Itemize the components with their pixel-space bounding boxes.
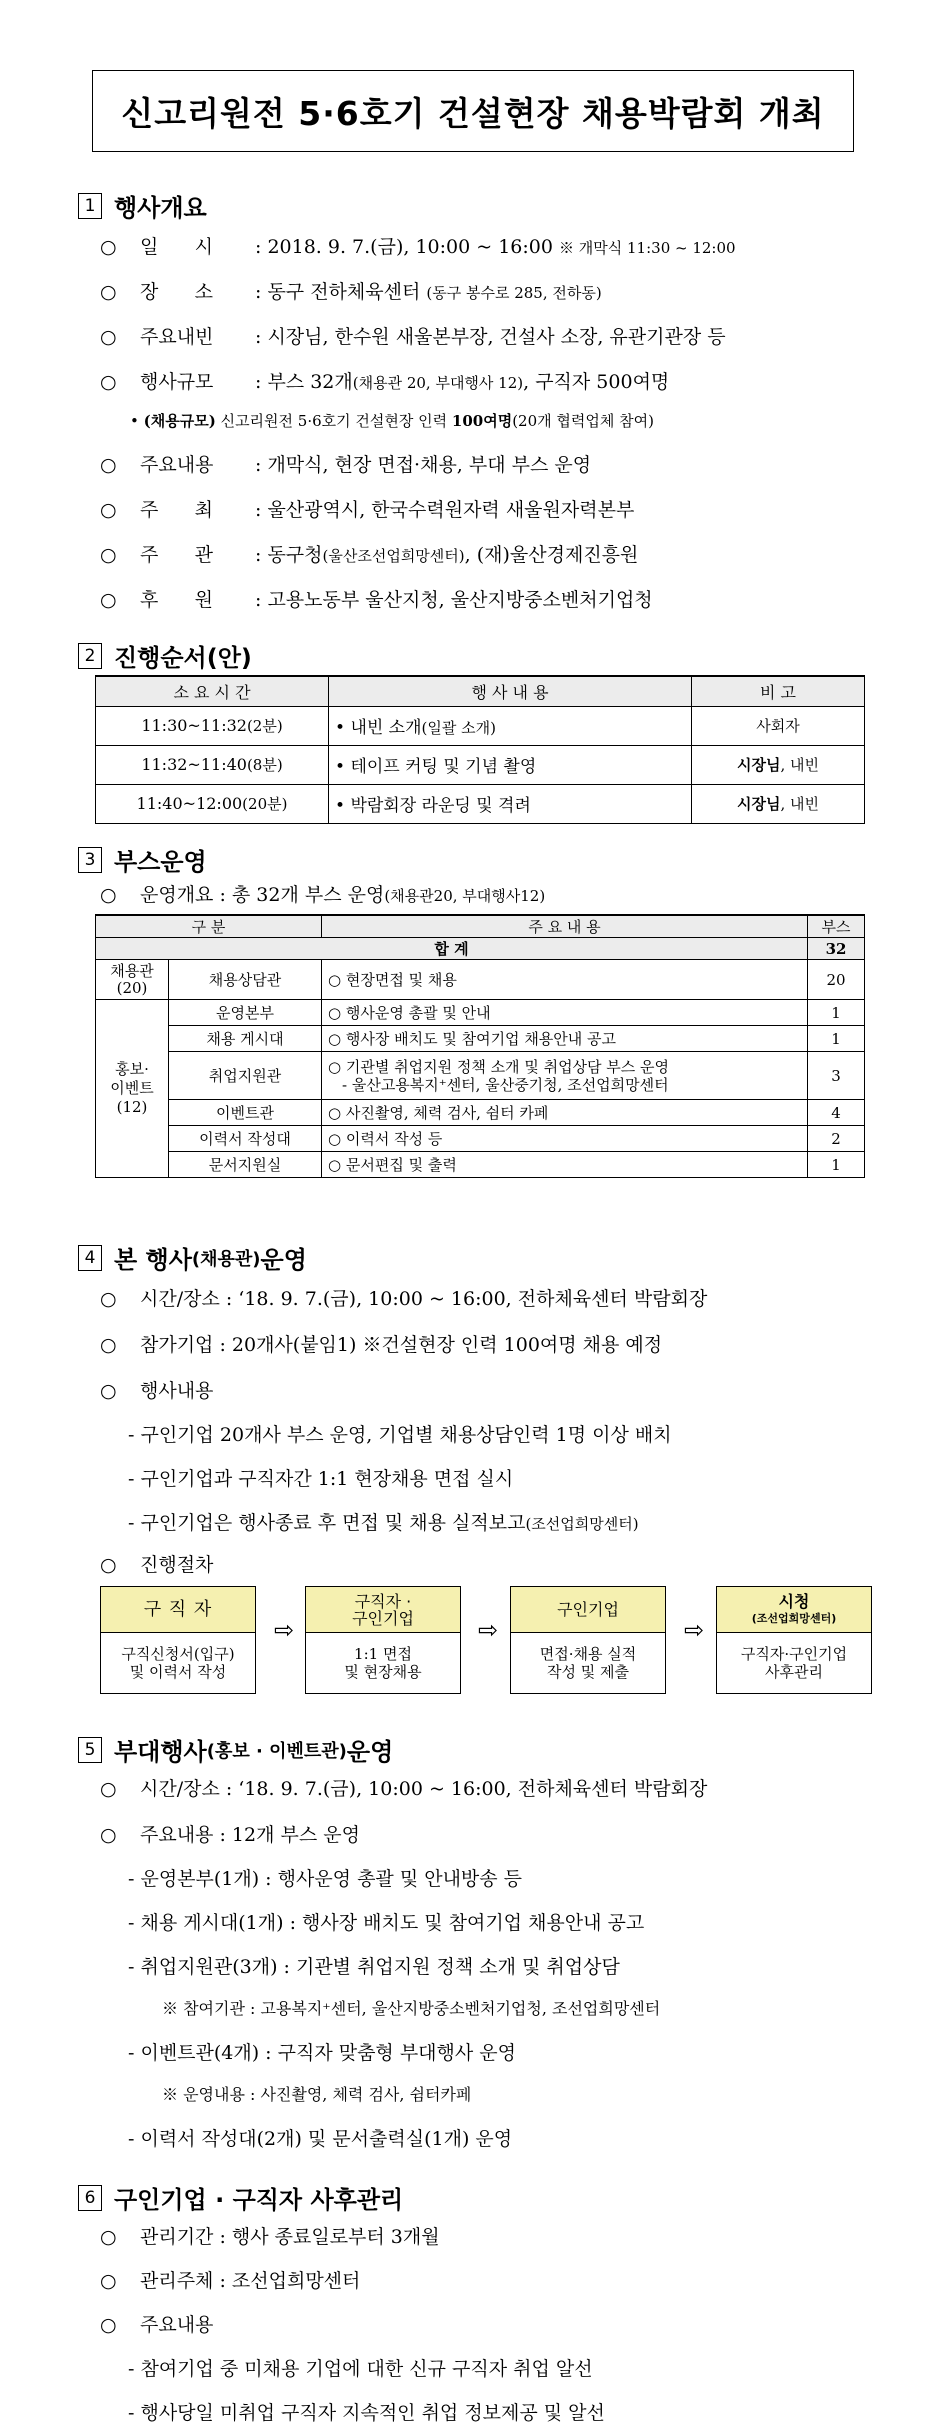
section-6-heading [78,2180,403,2215]
overview-place: ○ 장 소 : 동구 전하체육센터 (동구 봉수로 285, 전하동) [100,281,602,303]
section-title: 진행순서(안) [114,644,252,672]
overview-sub-note: • (채용규모) 신고리원전 5·6호기 건설현장 인력 100여명(20개 협력업체 참여) [130,412,654,430]
section-number: 5 [78,1737,102,1763]
overview-content: ○ 주요내용 : 개막식, 현장 면접·채용, 부대 부스 운영 [100,454,592,476]
flow-arrow-icon: ⇨ [274,1616,295,1644]
main-event-detail: - 구인기업 20개사 부스 운영, 기업별 채용상담인력 1명 이상 배치 [128,1424,672,1446]
page-title: 신고리원전 5·6호기 건설현장 채용박람회 개최 [121,93,825,133]
table-header: 비 고 [692,676,865,706]
section-title: 부스운영 [114,848,207,876]
table-header: 소 요 시 간 [96,676,329,706]
section-1-heading [78,188,207,223]
followup-detail: - 참여기업 중 미채용 기업에 대한 신규 구직자 취업 알선 [128,2358,593,2380]
section-number: 4 [78,1245,102,1271]
section-number: 1 [78,193,102,219]
flow-step: 구 직 자 구직신청서(입구) 및 이력서 작성 [100,1586,256,1694]
overview-date: ○ 일 시 : 2018. 9. 7.(금), 10:00 ~ 16:00 ※ 개막식 11:30 ~ 12:00 [100,236,736,258]
table-row: 채용관 (20) 채용상담관 ○ 현장면접 및 채용 20 [96,960,865,1000]
flow-step: 구인기업 면접·채용 실적 작성 및 제출 [510,1586,666,1694]
table-header: 주 요 내 용 [322,915,808,938]
booth-summary: ○ 운영개요 : 총 32개 부스 운영(채용관20, 부대행사12) [100,884,546,906]
schedule-table [95,675,865,824]
table-row: 이벤트관 ○ 사진촬영, 체력 검사, 쉼터 카페 4 [96,1100,865,1126]
sub-event-detail: - 이벤트관(4개) : 구직자 맞춤형 부대행사 운영 [128,2042,516,2064]
section-number: 6 [78,2185,102,2211]
sub-event-time: ○ 시간/장소 : ‘18. 9. 7.(금), 10:00 ~ 16:00, 전하체육센터 박람회장 [100,1778,708,1800]
table-row: 문서지원실 ○ 문서편집 및 출력 1 [96,1152,865,1178]
flow-arrow-icon: ⇨ [478,1616,499,1644]
section-title: 행사개요 [114,194,207,222]
section-3-heading [78,842,207,877]
overview-organizer: ○ 주 관 : 동구청(울산조선업희망센터), (재)울산경제진흥원 [100,544,639,566]
main-event-process: ○ 진행절차 [100,1554,214,1576]
section-5-heading: 5 부대행사 (홍보 · 이벤트관) 운영 [78,1732,393,1767]
sub-event-detail: - 운영본부(1개) : 행사운영 총괄 및 안내방송 등 [128,1868,523,1890]
table-row: 이력서 작성대 ○ 이력서 작성 등 2 [96,1126,865,1152]
overview-sponsor: ○ 후 원 : 고용노동부 울산지청, 울산지방중소벤처기업청 [100,589,653,611]
main-event-detail: - 구인기업과 구직자간 1:1 현장채용 면접 실시 [128,1468,514,1490]
overview-scale: ○ 행사규모 : 부스 32개(채용관 20, 부대행사 12), 구직자 500여명 [100,371,670,393]
sub-event-detail: - 채용 게시대(1개) : 행사장 배치도 및 참여기업 채용안내 공고 [128,1912,645,1934]
flow-step: 구직자 · 구인기업 1:1 면접 및 현장채용 [305,1586,461,1694]
flow-step: 시청 (조선업희망센터) 구직자·구인기업 사후관리 [716,1586,872,1694]
main-event-content: ○ 행사내용 [100,1380,214,1402]
followup-owner: ○ 관리주체 : 조선업희망센터 [100,2270,361,2292]
main-event-detail: - 구인기업은 행사종료 후 면접 및 채용 실적보고(조선업희망센터) [128,1512,639,1534]
sub-event-detail: - 취업지원관(3개) : 기관별 취업지원 정책 소개 및 취업상담 [128,1956,620,1978]
table-row: 11:30~11:32(2분) • 내빈 소개(일괄 소개) 사회자 [96,706,865,745]
table-row: 11:40~12:00(20분) • 박람회장 라운딩 및 격려 시장님, 내빈 [96,784,865,823]
section-2-heading [78,638,252,673]
overview-host: ○ 주 최 : 울산광역시, 한국수력원자력 새울원자력본부 [100,499,635,521]
section-4-heading: 4 본 행사 (채용관) 운영 [78,1240,307,1275]
main-event-time: ○ 시간/장소 : ‘18. 9. 7.(금), 10:00 ~ 16:00, 전하체육센터 박람회장 [100,1288,708,1310]
table-header: 부스 [808,915,865,938]
main-event-companies: ○ 참가기업 : 20개사(붙임1) ※건설현장 인력 100여명 채용 예정 [100,1334,663,1356]
title-box [92,70,854,152]
followup-period: ○ 관리기간 : 행사 종료일로부터 3개월 [100,2226,440,2248]
flow-arrow-icon: ⇨ [684,1616,705,1644]
sub-event-detail: - 이력서 작성대(2개) 및 문서출력실(1개) 운영 [128,2128,513,2150]
table-header: 행 사 내 용 [329,676,692,706]
followup-detail: - 행사당일 미취업 구직자 지속적인 취업 정보제공 및 알선 [128,2402,605,2424]
sub-event-note: ※ 운영내용 : 사진촬영, 체력 검사, 쉼터카페 [162,2085,472,2104]
sub-event-content: ○ 주요내용 : 12개 부스 운영 [100,1824,360,1846]
booth-table [95,914,865,1178]
table-row: 합 계 32 [96,938,865,960]
table-row: 홍보· 이벤트 (12) 운영본부 ○ 행사운영 총괄 및 안내 1 [96,1000,865,1026]
section-number: 3 [78,847,102,873]
overview-guests: ○ 주요내빈 : 시장님, 한수원 새울본부장, 건설사 소장, 유관기관장 등 [100,326,726,348]
section-number: 2 [78,643,102,669]
section-title: 구인기업 · 구직자 사후관리 [114,2186,404,2214]
sub-event-note: ※ 참여기관 : 고용복지⁺센터, 울산지방중소벤처기업청, 조선업희망센터 [162,1999,661,2018]
table-header: 구 분 [96,915,322,938]
table-row: 취업지원관 ○ 기관별 취업지원 정책 소개 및 취업상담 부스 운영 - 울산고용복지⁺센터, 울산중기청, 조선업희망센터 3 [96,1052,865,1100]
table-row: 11:32~11:40(8분) • 테이프 커팅 및 기념 촬영 시장님, 내빈 [96,745,865,784]
followup-content: ○ 주요내용 [100,2314,214,2336]
table-row: 채용 게시대 ○ 행사장 배치도 및 참여기업 채용안내 공고 1 [96,1026,865,1052]
